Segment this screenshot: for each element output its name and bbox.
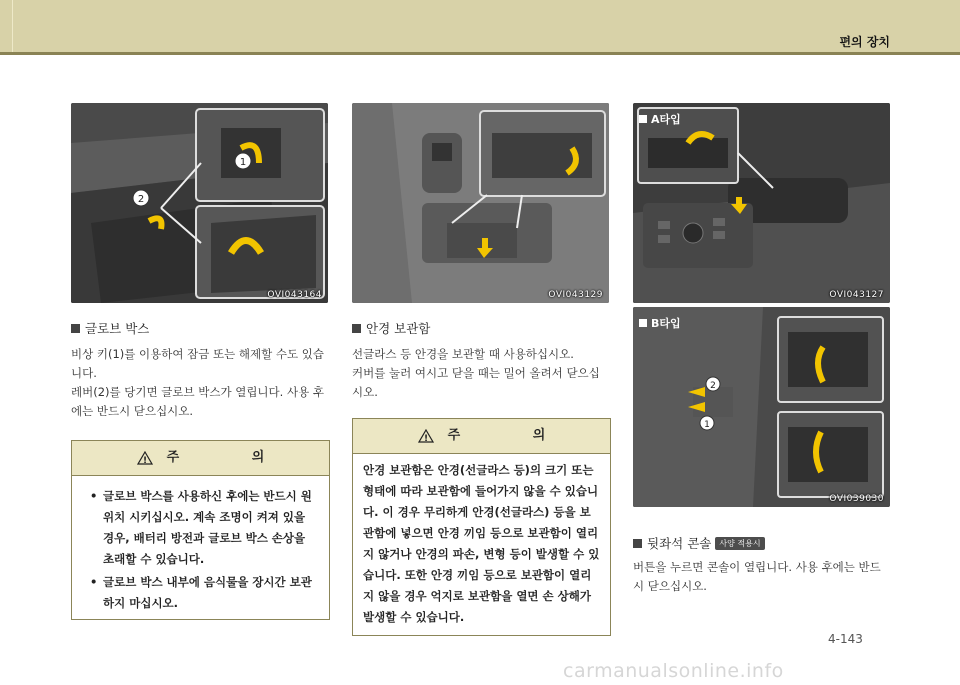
- watermark: carmanualsonline.info: [563, 660, 784, 682]
- page-header: [0, 0, 960, 52]
- sunglass-para2: 커버를 눌러 여시고 닫을 때는 밀어 올려서 닫으십시오.: [352, 366, 600, 399]
- page-number: 4-143: [828, 632, 863, 646]
- photo-code: OVI039030: [829, 494, 884, 504]
- svg-text:1: 1: [704, 420, 710, 430]
- photo-code: OVI043164: [267, 290, 322, 300]
- square-bullet-icon: [352, 324, 361, 333]
- sunglass-title: 안경 보관함: [352, 319, 430, 337]
- svg-text:1: 1: [239, 157, 247, 168]
- option-badge: 사양 적용시: [715, 537, 764, 550]
- header-rule: [0, 52, 960, 55]
- glovebox-photo: [71, 103, 328, 303]
- glovebox-title: 글로브 박스: [71, 319, 149, 337]
- sunglass-para1: 선글라스 등 안경을 보관할 때 사용하십시오.: [352, 347, 574, 361]
- console-text: [633, 558, 891, 596]
- glovebox-text: [71, 345, 329, 421]
- chapter-title: 편의 장치: [839, 35, 890, 49]
- caution-header: [353, 419, 610, 454]
- caution-item: • 글로브 박스를 사용하신 후에는 반드시 원위치 시키십시오. 계속 조명이 켜져 있을 경우, 배터리 방전과 글로브 박스 손상을 초래할 수 있습니다.: [90, 486, 315, 570]
- warning-triangle-icon: [418, 429, 434, 443]
- glovebox-para2: 레버(2)를 당기면 글로브 박스가 열립니다. 사용 후에는 반드시 닫으십시오.: [71, 385, 324, 418]
- type-a-label: A타입: [639, 111, 681, 127]
- console-photo-a: [633, 103, 890, 303]
- glovebox-para1: 비상 키(1)를 이용하여 잠금 또는 해제할 수도 있습니다.: [71, 347, 324, 380]
- svg-text:2: 2: [710, 381, 716, 391]
- svg-text:!: !: [142, 455, 147, 465]
- square-bullet-icon: [71, 324, 80, 333]
- caution-title: 주 의: [447, 428, 580, 443]
- caution-header: [72, 441, 329, 476]
- caution-text: 안경 보관함은 안경(선글라스 등)의 크기 또는 형태에 따라 보관함에 들어가지 않을 수 있습니다. 이 경우 무리하게 안경(선글라스) 등을 보관함에 넣으면 안경 끼임 등으로 보관함이 열리지 않거나 안경의 파손, 변형 등이 발생할 수 있습니다. 또한 안경 끼임 등으로 보관함이 열리지 않을 경우 억지로 보관함을 열면 손 상해가 발생할 수 있습니다.: [363, 463, 600, 624]
- square-bullet-icon: [633, 539, 642, 548]
- console-photo-b: [633, 307, 890, 507]
- caution-title: 주 의: [166, 450, 299, 465]
- console-title: 뒷좌석 콘솔 사양 적용시: [633, 534, 765, 552]
- caution-item: • 글로브 박스 내부에 음식물을 장시간 보관하지 마십시오.: [90, 572, 315, 614]
- type-b-label: B타입: [639, 315, 681, 331]
- glovebox-caution: [71, 440, 330, 620]
- sunglass-photo: [352, 103, 609, 303]
- photo-code: OVI043129: [548, 290, 603, 300]
- warning-triangle-icon: [137, 451, 153, 465]
- photo-code: OVI043127: [829, 290, 884, 300]
- console-para1: 버튼을 누르면 콘솔이 열립니다. 사용 후에는 반드시 닫으십시오.: [633, 560, 881, 593]
- sunglass-caution: [352, 418, 611, 636]
- svg-text:!: !: [423, 433, 428, 443]
- sunglass-text: [352, 345, 610, 402]
- svg-text:2: 2: [137, 194, 145, 205]
- header-divider: [12, 0, 13, 52]
